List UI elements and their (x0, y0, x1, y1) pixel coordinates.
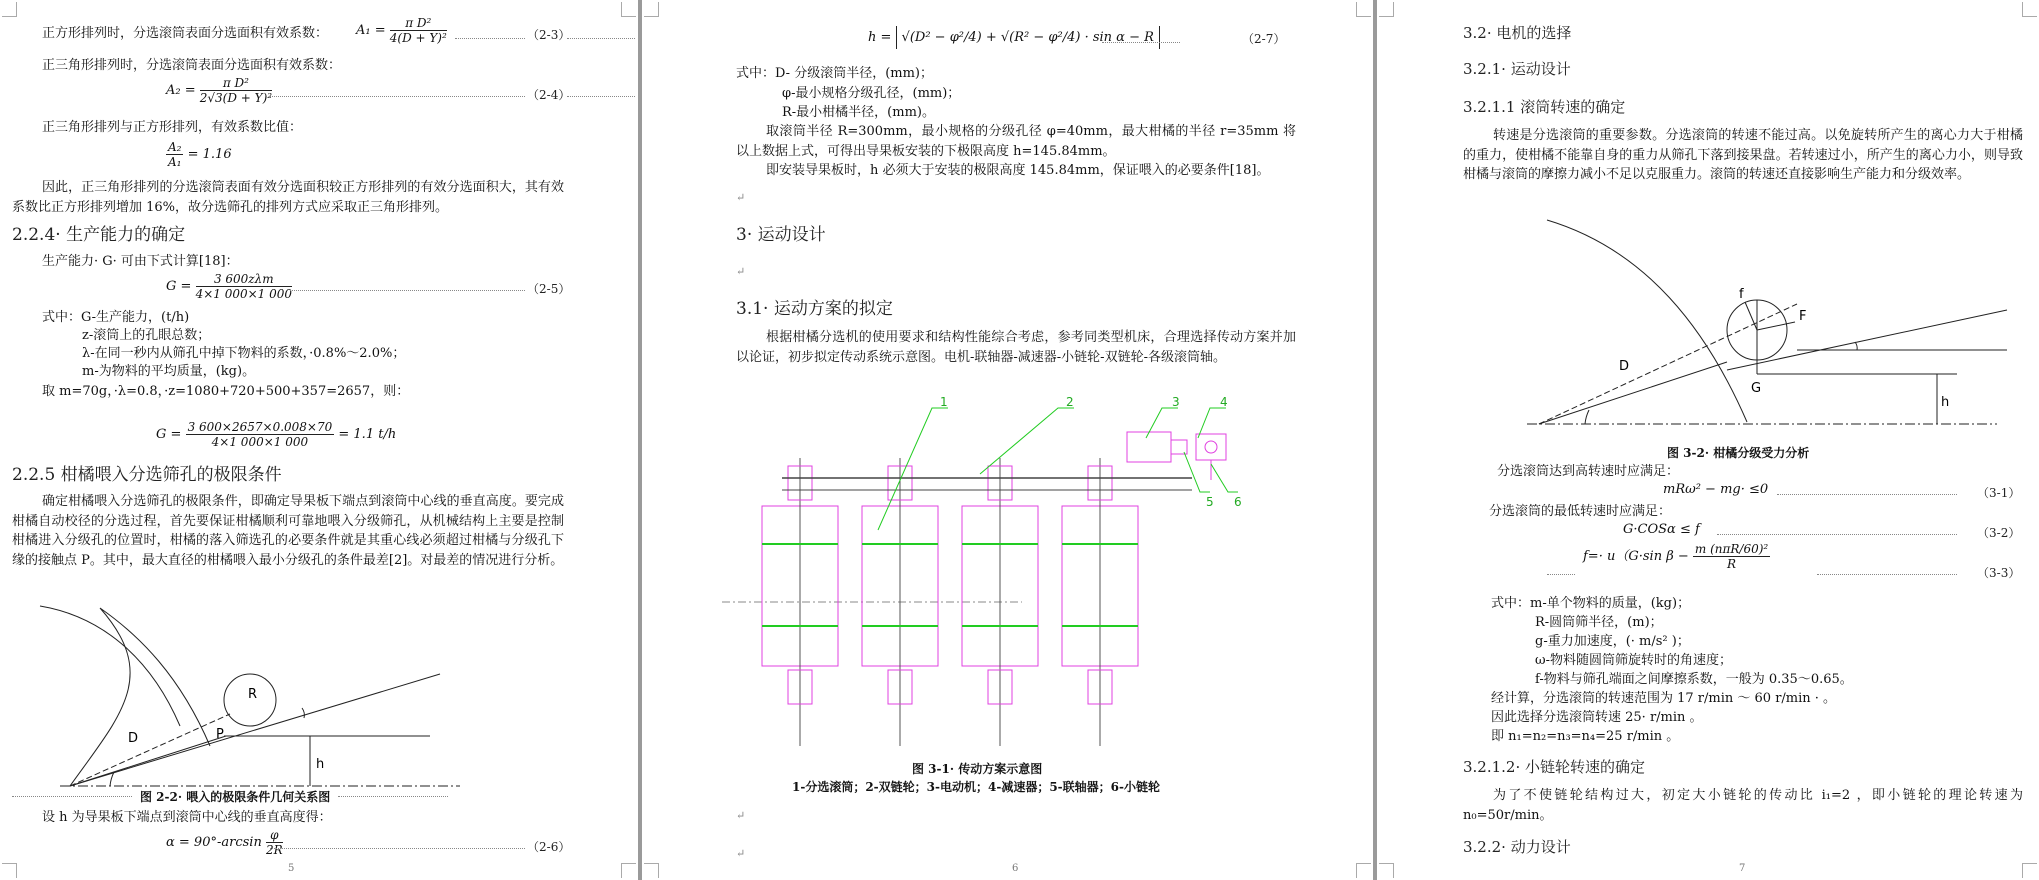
eq-lhs: A₁ = (356, 23, 386, 38)
equation-number: （3-1） (1977, 486, 2021, 500)
text-line: 因此选择分选滚筒转速 25· r/min 。 (1491, 710, 1703, 725)
callout-label: 3 (1172, 395, 1180, 409)
eq-den: 4(D + Y)² (389, 31, 447, 45)
paragraph-mark: ↵ (736, 847, 746, 860)
crop-mark (644, 863, 659, 878)
callout-label: 2 (1066, 395, 1074, 409)
eq-lhs: f=· u（G·sin β − (1583, 549, 1689, 564)
where-line: 式中：m-单个物料的质量，(kg)； (1491, 596, 1691, 611)
text-line: 正方形排列时，分选滚筒表面分选面积有效系数： (42, 26, 329, 41)
section-heading-2-2-5: 2.2.5 柑橘喂入分选筛孔的极限条件 (12, 465, 282, 485)
paragraph-mark: ↵ (736, 809, 746, 822)
figure-caption: 图 3-2· 柑橘分级受力分析 (1667, 446, 1810, 460)
eq-rhs: = 1.16 (187, 147, 232, 162)
eq-lhs: α = 90°-arcsin (166, 835, 262, 850)
text-line: 正三角形排列时，分选滚筒表面分选面积有效系数： (42, 58, 342, 73)
section-heading-3-2-1-1: 3.2.1.1 滚筒转速的确定 (1463, 98, 1626, 116)
equation-3-3 (1583, 542, 1770, 571)
section-heading-3-2-1: 3.2.1· 运动设计 (1463, 60, 1571, 78)
equation-number: （3-2） (1977, 526, 2021, 540)
crop-mark (1379, 2, 1394, 17)
paragraph: 为了不使链轮结构过大，初定大小链轮的传动比 i₁=2 ，即小链轮的理论转速为 n₀=50r/min。 (1463, 788, 2023, 823)
eq-lhs: G = (156, 427, 182, 442)
eq-num: 3 600×2657×0.008×70 (187, 420, 333, 434)
figure-label: G (1751, 381, 1762, 396)
leader-dots (1717, 534, 1957, 535)
page-number: 7 (1739, 863, 1746, 874)
where-line: 式中：G-生产能力，(t/h) (42, 310, 190, 325)
eq-num: m (nπR/60)² (1694, 542, 1769, 556)
crop-mark (2, 863, 17, 878)
eq-den: R (1727, 557, 1737, 571)
eq-den: 2√3(D + Y)² (199, 91, 273, 105)
page-number: 5 (288, 863, 295, 874)
eq-lhs: G = (166, 279, 192, 294)
where-line: z-滚筒上的孔眼总数； (82, 328, 211, 343)
eq-body: √(D² − φ²/4) + √(R² − φ²/4) · sin α − R (896, 26, 1160, 49)
motor-and-reducer (1127, 432, 1226, 480)
leader-dots (290, 290, 525, 291)
leader-dots (1777, 494, 1957, 495)
crop-mark (2022, 2, 2037, 17)
crop-mark (2, 2, 17, 17)
eq-den: 4×1 000×1 000 (211, 435, 309, 449)
leader-dots (270, 96, 525, 97)
callout-label: 6 (1234, 495, 1242, 509)
equation-number: （2-4） (527, 88, 571, 102)
crop-mark (1356, 2, 1371, 17)
leader-dots (567, 96, 635, 97)
equation-2-6 (166, 828, 283, 857)
section-heading-3: 3· 运动设计 (736, 225, 826, 245)
callout-label: 1 (940, 395, 948, 409)
where-line: f-物料与筛孔端面之间摩擦系数，一般为 0.35～0.65。 (1535, 672, 1853, 687)
leader-dots (455, 38, 525, 39)
leader-dots (567, 38, 635, 39)
eq-num: φ (266, 828, 283, 843)
paragraph: 转速是分选滚筒的重要参数。分选滚筒的转速不能过高。以免旋转所产生的离心力大于柑橘的重力，使柑橘不能靠自身的重力从筛孔下落到接果盘。若转速过小，所产生的离心力小，则导致柑橘与滚筒的摩擦力减小不足以克服重力。滚筒的转速还直接影响生产能力和分级效率。 (1463, 128, 2023, 182)
text-line: 分选滚筒达到高转速时应满足： (1497, 464, 1680, 479)
leader-dots (12, 796, 132, 797)
section-heading-3-2: 3.2· 电机的选择 (1463, 24, 1572, 42)
leader-dots (270, 848, 525, 849)
text-line: 设 h 为导果板下端点到滚筒中心线的垂直高度得： (42, 810, 332, 825)
paragraph-mark: ↵ (736, 265, 746, 278)
figure-3-2-diagram (1527, 210, 2007, 430)
where-line: R-最小柑橘半径，(mm)。 (782, 105, 935, 120)
equation-number: （2-7） (1242, 32, 1286, 46)
figure-legend: 1-分选滚筒；2-双链轮；3-电动机；4-减速器；5-联轴器；6-小链轮 (792, 780, 1160, 794)
equation-ratio (166, 140, 232, 169)
text-line: 经计算，分选滚筒的转速范围为 17 r/min ～ 60 r/min · 。 (1491, 691, 1837, 706)
where-line: R-圆筒筛半径，(m)； (1535, 615, 1663, 630)
eq-num: π D² (390, 16, 447, 31)
figure-label: D (1619, 359, 1630, 374)
page-number: 6 (1012, 863, 1019, 874)
eq-lhs: h = (868, 30, 892, 45)
leader-dots (1817, 574, 1957, 575)
figure-2-2-diagram (40, 596, 460, 786)
figure-label: h (1941, 395, 1950, 410)
figure-caption: 图 3-1· 传动方案示意图 (912, 762, 1043, 776)
leader-dots (1547, 574, 1575, 575)
paragraph-mark: ↵ (736, 191, 746, 204)
where-line: φ-最小规格分级孔径，(mm)； (782, 86, 961, 101)
figure-label: f (1739, 287, 1744, 302)
equation-number: （2-3） (527, 28, 571, 42)
eq-num: 3 600zλm (196, 272, 292, 287)
figure-caption: 图 2-2· 喂入的极限条件几何关系图 (140, 790, 331, 804)
crop-mark (1356, 863, 1371, 878)
equation-3-2: G·COSα ≤ f (1623, 522, 1700, 537)
crop-mark (1379, 863, 1394, 878)
paragraph: 根据柑橘分选机的使用要求和结构性能综合考虑，参考同类型机床，合理选择传动方案并加以论证，初步拟定传动系统示意图。电机-联轴器-减速器-小链轮-双链轮-各级滚筒轴。 (736, 330, 1296, 365)
crop-mark (621, 2, 636, 17)
page-5 (0, 0, 638, 880)
figure-3-1-diagram (722, 394, 1282, 764)
where-line: m-为物料的平均质量，(kg)。 (82, 364, 256, 379)
page-6 (642, 0, 1373, 880)
text-line: 生产能力· G· 可由下式计算[18]： (42, 254, 239, 269)
callout-label: 5 (1206, 495, 1214, 509)
leader-dots (338, 796, 448, 797)
equation-2-3 (356, 16, 447, 45)
page-7 (1377, 0, 2039, 880)
callout-label: 4 (1220, 395, 1228, 409)
equation-2-4 (166, 76, 272, 105)
section-heading-3-2-1-2: 3.2.1.2· 小链轮转速的确定 (1463, 758, 1646, 776)
section-heading-2-2-4: 2.2.4· 生产能力的确定 (12, 225, 186, 245)
paragraph: 因此，正三角形排列的分选滚筒表面有效分选面积较正方形排列的有效分选面积大，其有效系数比正方形排列增加 16%，故分选筛孔的排列方式应采取正三角形排列。 (12, 180, 564, 215)
where-line: 式中：D- 分级滚筒半径，(mm)； (736, 66, 933, 81)
figure-label: F (1799, 309, 1807, 324)
eq-den: 4×1 000×1 000 (195, 287, 293, 301)
equation-2-5 (166, 272, 292, 301)
text-line: 即 n₁=n₂=n₃=n₄=25 r/min 。 (1491, 729, 1680, 744)
crop-mark (621, 863, 636, 878)
section-heading-3-1: 3.1· 运动方案的拟定 (736, 299, 893, 319)
equation-number: （2-6） (527, 840, 571, 854)
eq-lhs: A₂ = (166, 83, 196, 98)
eq-rhs: = 1.1 t/h (338, 427, 397, 442)
where-line: ω-物料随圆筒筛旋转时的角速度； (1535, 653, 1732, 668)
where-line: λ-在同一秒内从筛孔中掉下物料的系数，·0.8%～2.0%； (82, 346, 406, 361)
eq-num: A₂ (168, 140, 182, 154)
text-line: 取 m=70g，·λ=0.8，·z=1080+720+500+357=2657，则： (42, 384, 410, 399)
drum-4 (1062, 458, 1138, 746)
equation-3-1: mRω² − mg· ≤0 (1663, 482, 1769, 497)
paragraph: 即安装导果板时，h 必须大于安装的极限高度 145.84mm，保证喂入的必要条件[18]。 (766, 163, 1270, 178)
paragraph: 取滚筒半径 R=300mm，最小规格的分级孔径 φ=40mm，最大柑橘的半径 r=35mm 将以上数据上式，可得出导果板安装的下极限高度 h=145.84mm。 (736, 124, 1296, 159)
leader-dots (1102, 42, 1180, 43)
equation-number: （2-5） (527, 282, 571, 296)
where-line: g-重力加速度，(· m/s² )； (1535, 634, 1690, 649)
figure-label: P (216, 727, 224, 742)
figure-label: h (316, 757, 325, 772)
eq-den: A₁ (168, 155, 182, 169)
eq-den: 2R (265, 843, 283, 857)
crop-mark (644, 2, 659, 17)
figure-label: R (248, 687, 258, 702)
figure-label: D (128, 731, 139, 746)
crop-mark (2022, 863, 2037, 878)
equation-result (156, 420, 396, 449)
text-line: 分选滚筒的最低转速时应满足： (1489, 504, 1672, 519)
text-line: 正三角形排列与正方形排列，有效系数比值： (42, 120, 303, 135)
paragraph: 确定柑橘喂入分选筛孔的极限条件，即确定导果板下端点到滚筒中心线的垂直高度。要完成柑橘自动校径的分选过程，首先要保证柑橘顺利可靠地喂入分级筛孔，从机械结构上主要是控制柑橘进入分级孔的位置时，柑橘的落入筛选孔的必要条件就是其重心线必须超过柑橘与分级孔下缘的接触点 P。其中，最大直径的柑橘喂入最小分级孔的条件最差[2]。对最差的情况进行分析。 (12, 494, 564, 568)
section-heading-3-2-2: 3.2.2· 动力设计 (1463, 838, 1571, 856)
equation-number: （3-3） (1977, 566, 2021, 580)
eq-num: π D² (200, 76, 272, 91)
